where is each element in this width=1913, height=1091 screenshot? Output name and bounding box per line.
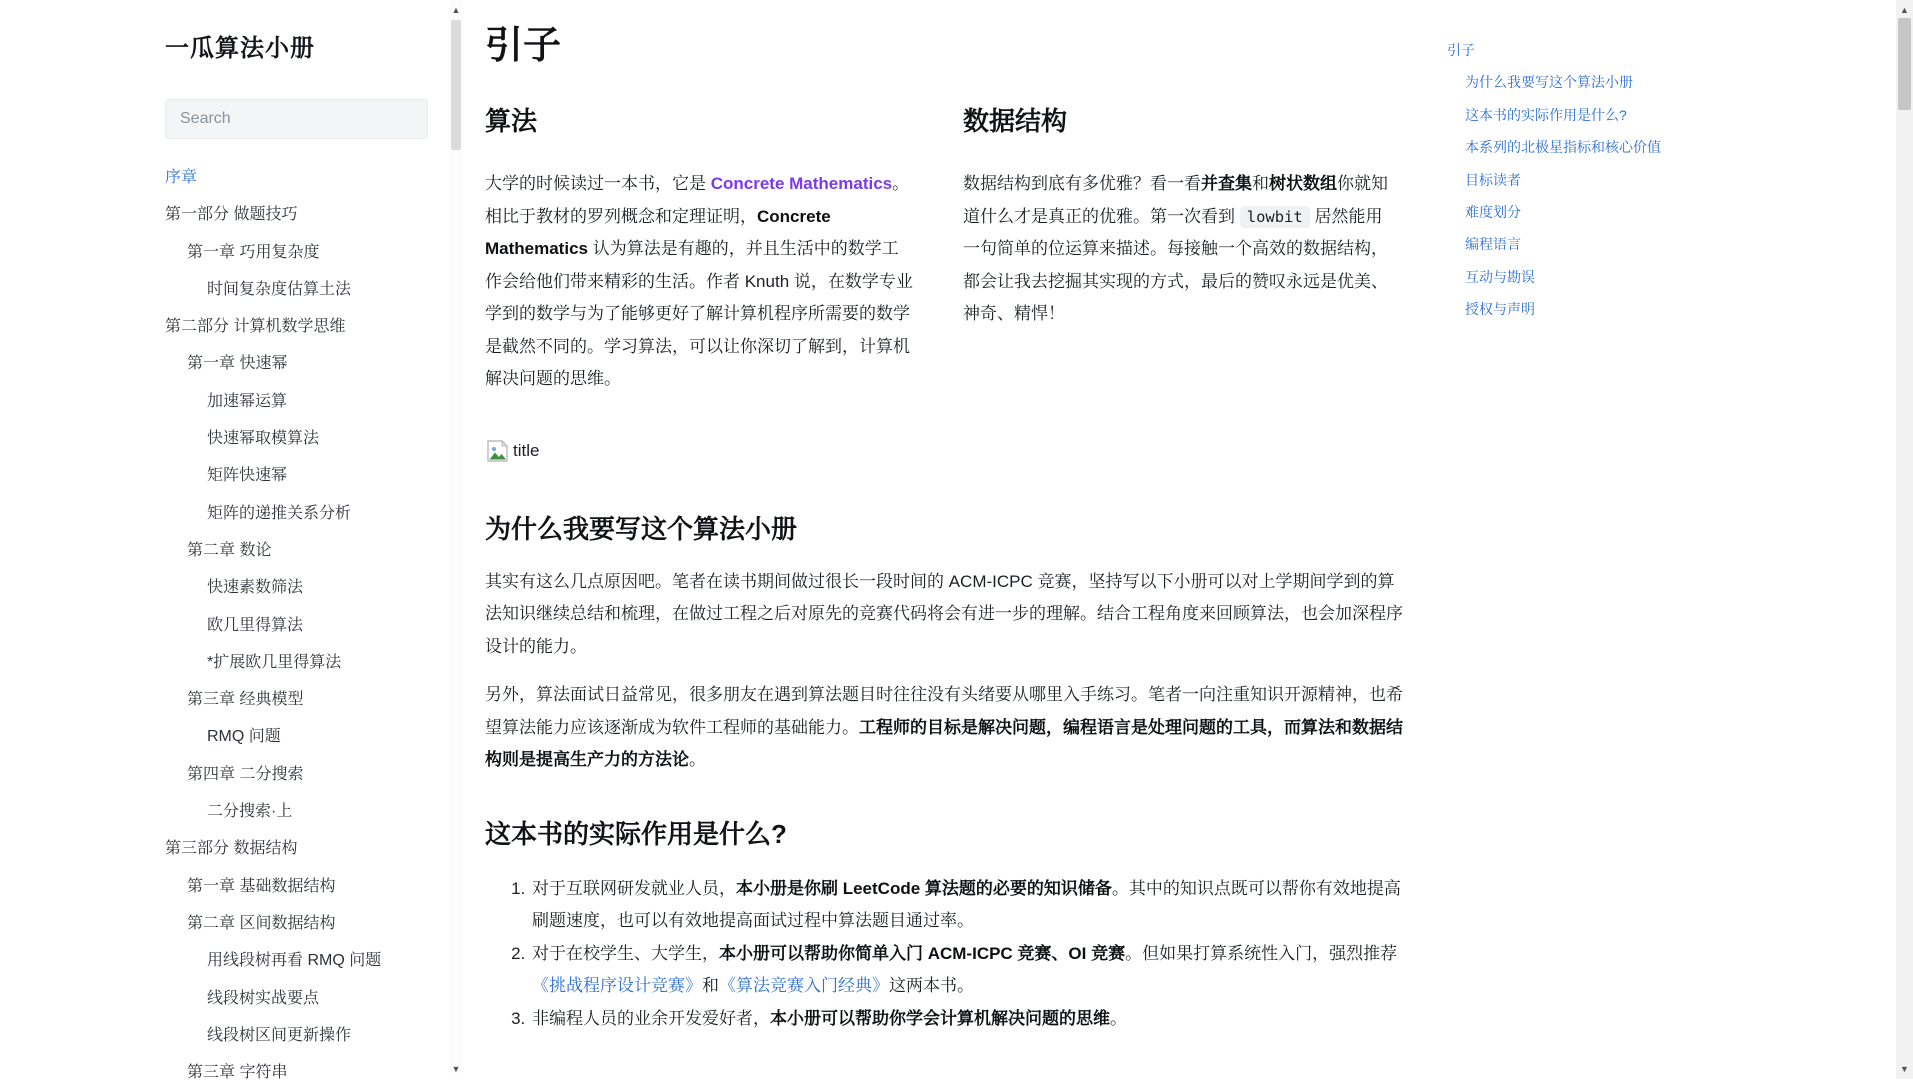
purpose-list bbox=[485, 873, 1405, 1036]
bold-text: 并查集 bbox=[1201, 174, 1252, 193]
list-item bbox=[530, 873, 1405, 938]
nav-item[interactable]: 第一部分 做题技巧 bbox=[165, 206, 298, 224]
sidebar-scrollbar[interactable] bbox=[449, 0, 463, 1079]
nav-item[interactable]: 第三章 字符串 bbox=[187, 1064, 288, 1082]
nav-item[interactable]: 第二部分 计算机数学思维 bbox=[165, 318, 346, 336]
algorithm-heading: 算法 bbox=[485, 106, 538, 136]
text-segment: 对于在校学生、大学生， bbox=[532, 943, 719, 963]
why-paragraph-1: 其实有这么几点原因吧。笔者在读书期间做过很长一段时间的 ACM-ICPC 竞赛，坚持写以下小册可以对上学期间学到的算法知识继续总结和梳理，在做过工程之后对原先的竞赛代码将会有进一步的理解。结合工程角度来回顾算法，也会加深程序设计的能力。 bbox=[485, 571, 1403, 656]
toc-item[interactable]: 目标读者 bbox=[1465, 171, 1521, 188]
nav-item[interactable]: 加速幂运算 bbox=[207, 392, 288, 410]
why-section-heading: 为什么我要写这个算法小册 bbox=[485, 513, 798, 544]
nav-item-active[interactable]: 序章 bbox=[165, 169, 198, 186]
sidebar-scrollbar-thumb[interactable] bbox=[451, 20, 461, 150]
challenge-programming-contest-book-link[interactable]: 《挑战程序设计竞赛》 bbox=[532, 976, 702, 995]
text-segment: 你就知道什么才是真正的优雅。第一次看到 bbox=[963, 174, 1388, 226]
toc-item[interactable]: 互动与勘误 bbox=[1465, 268, 1535, 285]
text-segment: 。但如果打算系统性入门，强烈推荐 bbox=[1125, 943, 1398, 963]
nav-item[interactable]: 矩阵的递推关系分析 bbox=[207, 504, 352, 522]
nav-item[interactable]: 快速幂取模算法 bbox=[207, 430, 320, 448]
concrete-mathematics-link[interactable]: Concrete Mathematics bbox=[710, 174, 893, 193]
page-scrollbar-thumb[interactable] bbox=[1898, 18, 1911, 110]
nav-item[interactable]: 用线段树再看 RMQ 问题 bbox=[207, 952, 382, 970]
sidebar-nav bbox=[165, 159, 430, 1091]
text-segment: 。相比于教材的罗列概念和定理证明， bbox=[485, 174, 910, 226]
nav-item[interactable]: 欧几里得算法 bbox=[207, 616, 304, 634]
algorithm-column bbox=[485, 104, 915, 396]
nav-item[interactable]: 第三部分 数据结构 bbox=[165, 840, 298, 858]
nav-item[interactable]: 第一章 巧用复杂度 bbox=[187, 243, 320, 261]
main-content bbox=[485, 0, 1405, 1035]
nav-item[interactable]: *扩展欧几里得算法 bbox=[207, 653, 342, 671]
text-segment: 这两本书。 bbox=[889, 976, 974, 995]
list-item bbox=[530, 1003, 1405, 1036]
text-segment: 。 bbox=[689, 750, 706, 769]
text-segment: 非编程人员的业余开发爱好者， bbox=[532, 1008, 770, 1028]
bold-text: 本小册可以帮助你学会计算机解决问题的思维 bbox=[770, 1008, 1110, 1028]
sidebar-scroll-up-icon[interactable]: ▲ bbox=[451, 5, 461, 15]
page-scrollbar[interactable] bbox=[1896, 0, 1913, 1079]
nav-item[interactable]: 第二章 数论 bbox=[187, 541, 272, 559]
toc-item[interactable]: 本系列的北极星指标和核心价值 bbox=[1465, 139, 1661, 156]
sidebar-scroll-down-icon[interactable]: ▼ bbox=[451, 1064, 461, 1074]
book-title: 一瓜算法小册 bbox=[165, 35, 315, 62]
toc-item[interactable]: 引子 bbox=[1447, 42, 1475, 58]
nav-item[interactable]: 第三章 经典模型 bbox=[187, 691, 304, 709]
algorithm-paragraph bbox=[485, 168, 915, 396]
toc-item[interactable]: 这本书的实际作用是什么? bbox=[1465, 106, 1627, 123]
sidebar bbox=[0, 0, 450, 1082]
nav-item[interactable]: 第四章 二分搜索 bbox=[187, 765, 304, 783]
bold-text: 本小册是你刷 LeetCode 算法题的必要的知识储备 bbox=[736, 878, 1112, 898]
toc-item[interactable]: 难度划分 bbox=[1465, 204, 1521, 221]
search-input[interactable] bbox=[165, 99, 428, 139]
why-paragraph-2 bbox=[485, 679, 1405, 777]
nav-item[interactable]: 二分搜索·上 bbox=[207, 803, 293, 821]
toc-item[interactable]: 授权与声明 bbox=[1465, 301, 1535, 318]
text-segment: 和 bbox=[702, 976, 719, 995]
nav-item[interactable]: 矩阵快速幂 bbox=[207, 467, 288, 485]
toc-item[interactable]: 编程语言 bbox=[1465, 236, 1521, 253]
data-structure-column bbox=[963, 104, 1393, 396]
lowbit-code: lowbit bbox=[1240, 206, 1310, 228]
data-structure-heading: 数据结构 bbox=[963, 106, 1068, 136]
text-segment: 。其中的知识点既可以帮你有效地提高刷题速度，也可以有效地提高面试过程中算法题目通过率。 bbox=[532, 878, 1401, 930]
page-scroll-down-icon[interactable]: ▼ bbox=[1900, 1064, 1909, 1074]
text-segment: 和 bbox=[1252, 174, 1269, 193]
bold-text: 工程师的目标是解决问题，编程语言是处理问题的工具，而算法和数据结构则是提高生产力的方法论 bbox=[485, 717, 1403, 769]
purpose-section-heading: 这本书的实际作用是什么? bbox=[485, 818, 787, 849]
image-alt-text: title bbox=[513, 440, 540, 460]
nav-item[interactable]: 线段树区间更新操作 bbox=[207, 1026, 352, 1044]
page-toc bbox=[1447, 34, 1767, 326]
two-column-section bbox=[485, 104, 1405, 396]
page-title: 引子 bbox=[485, 25, 562, 67]
nav-item[interactable]: RMQ 问题 bbox=[207, 728, 281, 746]
text-segment: 认为算法是有趣的，并且生活中的数学工作会给他们带来精彩的生活。作者 Knuth 说，在数学专业学到的数学与为了能够更好了解计算机程序所需要的数学是截然不同的。学习算法，可以让你深切了解到，计算机解决问题的思维。 bbox=[485, 239, 913, 388]
nav-item[interactable]: 第一章 基础数据结构 bbox=[187, 877, 336, 895]
data-structure-paragraph bbox=[963, 168, 1393, 331]
text-segment: 居然能用一句简单的位运算来描述。每接触一个高效的数据结构，都会让我去挖掘其实现的方式，最后的赞叹永远是优美、神奇、精悍！ bbox=[963, 206, 1388, 323]
broken-image-icon bbox=[485, 438, 511, 464]
text-segment: 数据结构到底有多优雅？看一看 bbox=[963, 174, 1201, 193]
nav-item[interactable]: 时间复杂度估算土法 bbox=[207, 280, 352, 298]
nav-item[interactable]: 线段树实战要点 bbox=[207, 989, 320, 1007]
bold-text: Concrete Mathematics bbox=[485, 206, 831, 258]
toc-item[interactable]: 为什么我要写这个算法小册 bbox=[1465, 74, 1633, 91]
algorithm-contest-classic-book-link[interactable]: 《算法竞赛入门经典》 bbox=[719, 976, 889, 995]
page-scroll-up-icon[interactable]: ▲ bbox=[1900, 5, 1909, 15]
text-segment: 对于互联网研发就业人员， bbox=[532, 878, 736, 898]
text-segment: 。 bbox=[1110, 1008, 1127, 1028]
text-segment: 大学的时候读过一本书，它是 bbox=[485, 174, 711, 193]
nav-item[interactable]: 第一章 快速幂 bbox=[187, 355, 288, 373]
text-segment: 另外，算法面试日益常见，很多朋友在遇到算法题目时往往没有头绪要从哪里入手练习。笔者一向注重知识开源精神，也希望算法能力应该逐渐成为软件工程师的基础能力。 bbox=[485, 685, 1403, 737]
nav-item[interactable]: 快速素数筛法 bbox=[207, 579, 304, 597]
sidebar-inner bbox=[165, 28, 430, 1091]
broken-image-block bbox=[485, 436, 1405, 466]
nav-item[interactable]: 第二章 区间数据结构 bbox=[187, 914, 336, 932]
bold-text: 本小册可以帮助你简单入门 ACM-ICPC 竞赛、OI 竞赛 bbox=[719, 943, 1126, 963]
list-item bbox=[530, 938, 1405, 1003]
bold-text: 树状数组 bbox=[1269, 174, 1337, 193]
